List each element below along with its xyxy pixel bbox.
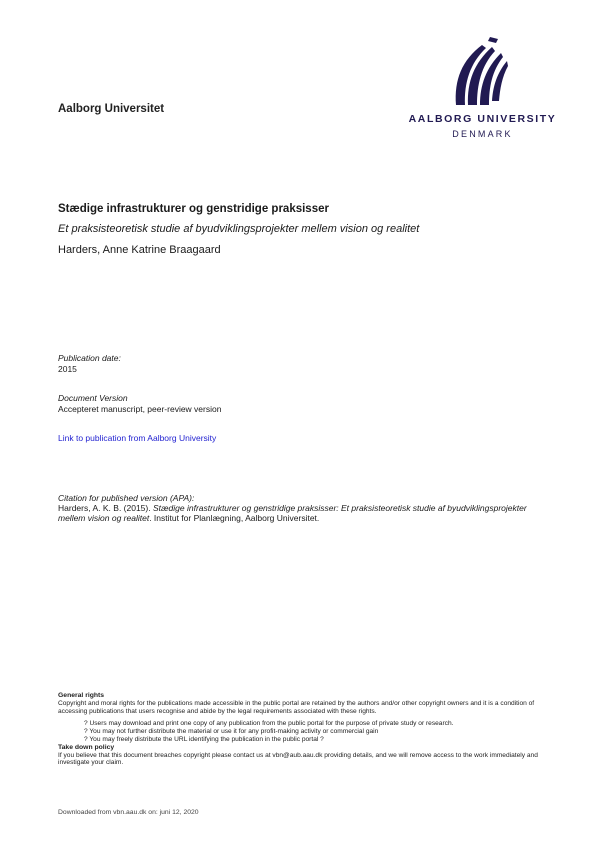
citation-text xyxy=(58,503,538,523)
aalborg-university-logo xyxy=(400,35,565,145)
citation-authors-year: Harders, A. K. B. (2015). xyxy=(58,503,153,513)
university-name: Aalborg Universitet xyxy=(58,103,165,115)
download-info: Downloaded from vbn.aau.dk on: juni 12, 2020 xyxy=(58,809,199,816)
rights-bullet: ? Users may download and print one copy of any publication from the public portal for the purpose of private study or research. xyxy=(84,720,454,728)
logo-country-text: DENMARK xyxy=(452,129,513,139)
citation-title: Stædige infrastrukturer og genstridige praksisser: Et praksisteoretisk studie af byudviklingsprojekter mellem vision og realitet xyxy=(58,503,527,523)
citation-block xyxy=(58,493,538,523)
publication-link[interactable]: Link to publication from Aalborg University xyxy=(58,433,217,443)
document-subtitle: Et praksisteoretisk studie af byudviklingsprojekter mellem vision og realitet xyxy=(58,223,420,235)
logo-brand-text: AALBORG UNIVERSITY xyxy=(408,113,557,125)
takedown-heading: Take down policy xyxy=(58,743,115,751)
general-rights-text: Copyright and moral rights for the publications made accessible in the public portal are retained by the authors and/or other copyright owners and it is a condition of accessing publications that users recognise and abide by the legal requirements associated with these rights. xyxy=(58,699,535,715)
rights-bullet-list xyxy=(58,720,558,743)
document-title: Stædige infrastrukturer og genstridige praksisser xyxy=(58,203,329,215)
document-version-label: Document Version xyxy=(58,393,128,403)
publication-date-value: 2015 xyxy=(58,364,77,374)
citation-label: Citation for published version (APA): xyxy=(58,493,195,503)
logo-stripes-icon xyxy=(452,35,512,107)
rights-bullet: ? You may freely distribute the URL identifying the publication in the public portal ? xyxy=(84,735,324,743)
citation-publisher: . Institut for Planlægning, Aalborg Universitet. xyxy=(149,513,320,523)
rights-bullet: ? You may not further distribute the material or use it for any profit-making activity or commercial gain xyxy=(84,728,379,736)
takedown-text: If you believe that this document breaches copyright please contact us at vbn@aub.aau.dk providing details, and we will remove access to the work immediately and investigate your claim. xyxy=(58,751,538,767)
general-rights-heading: General rights xyxy=(58,692,105,699)
rights-section xyxy=(58,692,558,767)
document-version-value: Accepteret manuscript, peer-review version xyxy=(58,404,222,414)
document-authors: Harders, Anne Katrine Braagaard xyxy=(58,244,221,256)
publication-date-label: Publication date: xyxy=(58,353,121,363)
